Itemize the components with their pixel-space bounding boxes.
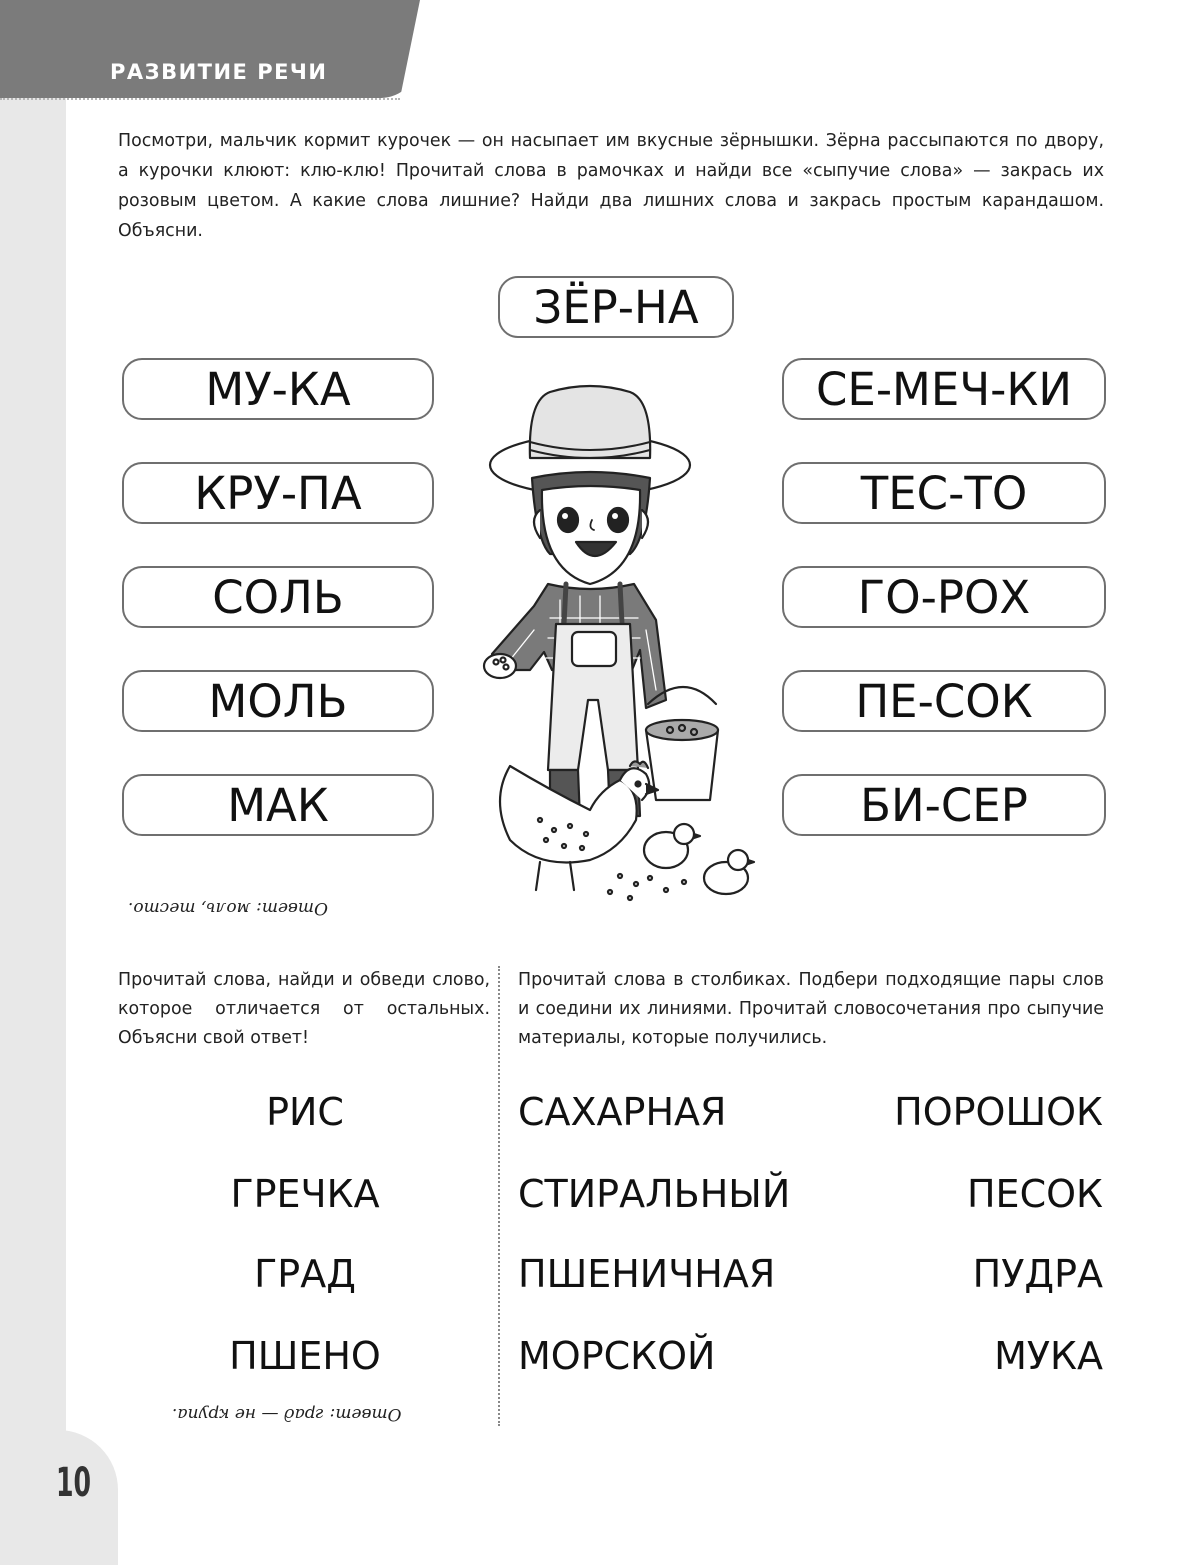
section-title: РАЗВИТИЕ РЕЧИ (110, 60, 328, 84)
task3-right-word: ПОРОШОК (894, 1090, 1103, 1134)
word-box-left: МАК (122, 774, 434, 836)
task3-left-word: САХАРНАЯ (518, 1090, 727, 1134)
word-box-left: КРУ-ПА (122, 462, 434, 524)
answer-key-2: Ответ: град — не крупа. (172, 1404, 402, 1424)
header-divider (0, 98, 400, 100)
task2-word: ГРАД (254, 1252, 356, 1296)
word-box-left: СОЛЬ (122, 566, 434, 628)
task3-instructions: Прочитай слова в столбиках. Подбери подходящие пары слов и соедини их линиями. Прочитай словосочетания про сыпучие материалы, которые получились. (518, 970, 1104, 1048)
word-box-right: БИ-СЕР (782, 774, 1106, 836)
answer-key-1: Ответ: моль, тесто. (128, 898, 328, 918)
word-box-right: ПЕ-СОК (782, 670, 1106, 732)
page-number: 10 (56, 1460, 92, 1506)
task2-instructions: Прочитай слова, найди и обведи слово, которое отличается от остальных. Объясни свой ответ! (118, 970, 490, 1048)
word-box-top: ЗЁР-НА (498, 276, 734, 338)
task2-word: РИС (266, 1090, 344, 1134)
page-margin-bar (0, 0, 66, 1565)
task2-word: ПШЕНО (229, 1334, 381, 1378)
intro-instructions: Посмотри, мальчик кормит курочек — он насыпает им вкусные зёрнышки. Зёрна рассыпаются по двору, а курочки клюют: клю-клю! Прочитай слова в рамочках и найди все «сыпучие слова» — закрась их розовым цветом. А какие слова лишние? Найди два лишних слова и закрась простым карандашом. Объясни. (118, 131, 1104, 241)
task2-word: ГРЕЧКА (230, 1172, 380, 1216)
task3-right-word: МУКА (994, 1334, 1103, 1378)
column-divider (498, 966, 500, 1426)
task3-right-word: ПУДРА (972, 1252, 1103, 1296)
word-box-right: ТЕС-ТО (782, 462, 1106, 524)
task3-left-word: СТИРАЛЬНЫЙ (518, 1172, 791, 1216)
word-box-left: МУ-КА (122, 358, 434, 420)
task3-left-word: МОРСКОЙ (518, 1334, 716, 1378)
boy-feeding-chickens-illustration (470, 370, 770, 910)
word-box-right: ГО-РОХ (782, 566, 1106, 628)
task3-left-word: ПШЕНИЧНАЯ (518, 1252, 776, 1296)
word-box-left: МОЛЬ (122, 670, 434, 732)
word-box-right: СЕ-МЕЧ-КИ (782, 358, 1106, 420)
task3-right-word: ПЕСОК (966, 1172, 1103, 1216)
